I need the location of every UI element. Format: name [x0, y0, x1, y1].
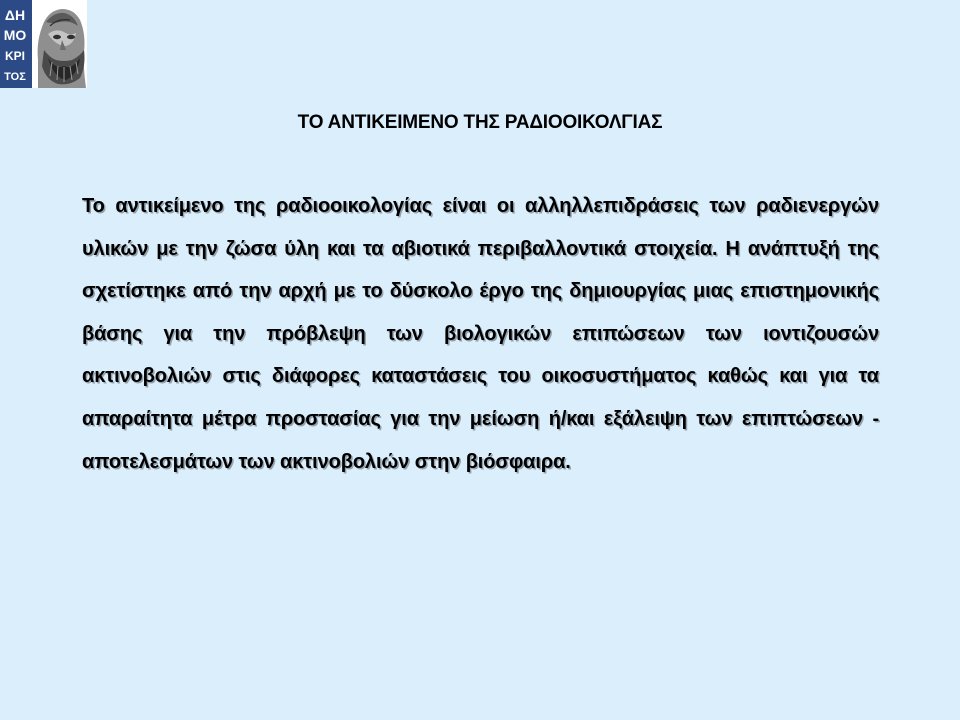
portrait-bust-icon: [38, 9, 86, 88]
logo-letters-2: ΜΟ: [3, 27, 27, 43]
demokritos-logo: [0, 0, 87, 88]
logo-letters-3: ΚΡΙ: [4, 49, 26, 63]
logo-letters-4: ΤΟΣ: [4, 71, 26, 83]
logo-letters-1: ΔΗ: [4, 7, 26, 23]
demokritos-logo-graphic: [0, 0, 87, 88]
slide-title: ΤΟ ΑΝΤΙΚΕΙΜΕΝΟ ΤΗΣ ΡΑΔΙΟΟΙΚΟΛΓΙΑΣ: [297, 112, 663, 133]
slide-body-paragraph: Το αντικείμενο της ραδιοοικολογίας είναι οι αλληλλεπιδράσεις των ραδιενεργών υλικών με την ζώσα ύλη και τα αβιοτικά περιβαλλοντικά στοιχεία. Η ανάπτυξή της σχετίστηκε από την αρχή με το δύσκολο έργο της δημιουργίας μιας επιστημονικής βάσης για την πρόβλεψη των βιολογικών επιπώσεων των ιοντιζουσών ακτινοβολιών στις διάφορες καταστάσεις του οικοσυστήματος καθώς και για τα απαραίτητα μέτρα προστασίας για την μείωση ή/και εξάλειψη των επιπτώσεων - αποτελεσμάτων των ακτινοβολιών στην βιόσφαιρα.: [82, 195, 879, 473]
